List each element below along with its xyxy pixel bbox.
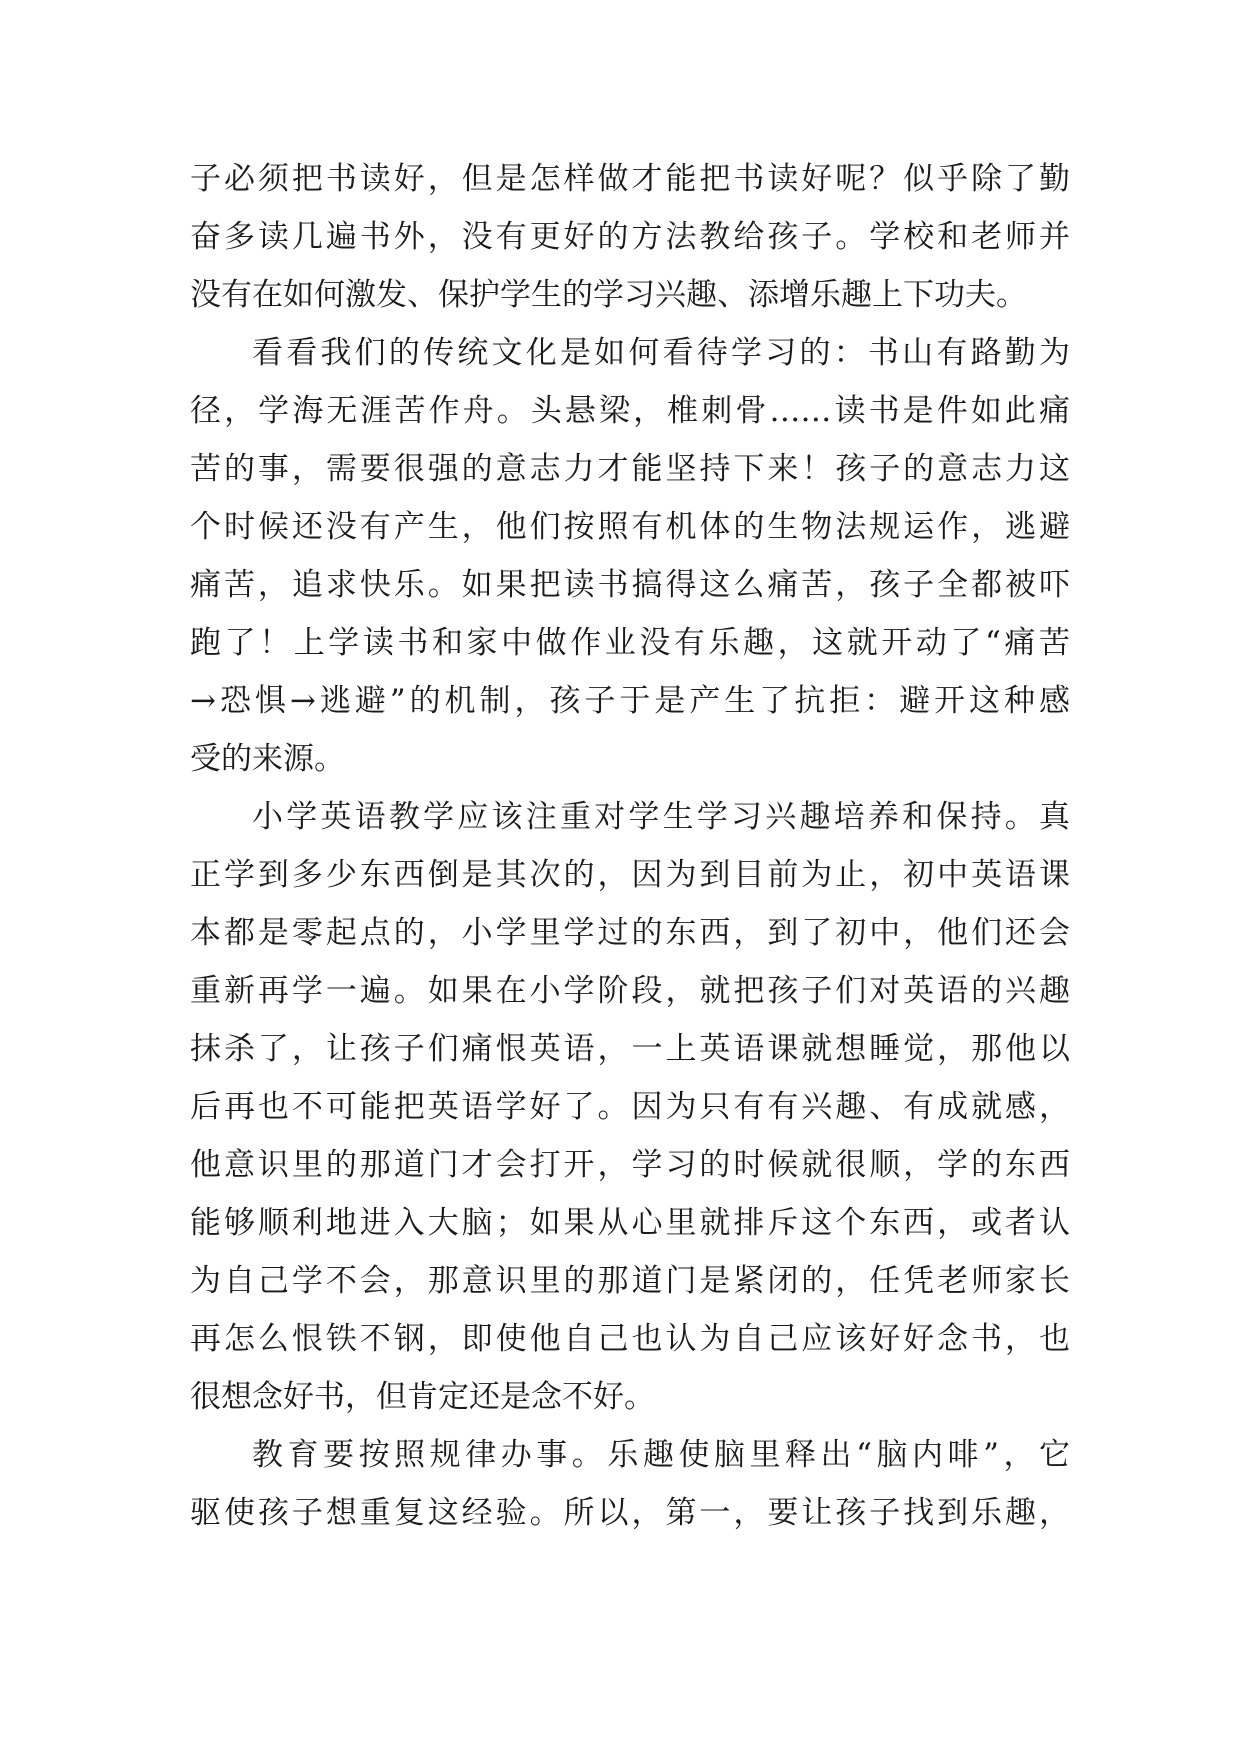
text-line: 个时候还没有产生，他们按照有机体的生物法规运作，逃避 bbox=[190, 509, 1070, 545]
text-line: 没有在如何激发、保护学生的学习兴趣、添增乐趣上下功夫。 bbox=[190, 277, 1027, 313]
text-line: 教育要按照规律办事。乐趣使脑里释出“脑内啡”，它 bbox=[252, 1437, 1070, 1473]
text-line: 奋多读几遍书外，没有更好的方法教给孩子。学校和老师并 bbox=[190, 219, 1070, 255]
text-line: 重新再学一遍。如果在小学阶段，就把孩子们对英语的兴趣 bbox=[190, 973, 1070, 1009]
text-line: 正学到多少东西倒是其次的，因为到目前为止，初中英语课 bbox=[190, 857, 1070, 893]
text-line: 他意识里的那道门才会打开，学习的时候就很顺，学的东西 bbox=[190, 1147, 1070, 1183]
text-line: 本都是零起点的，小学里学过的东西，到了初中，他们还会 bbox=[190, 915, 1070, 951]
text-line: →恐惧→逃避”的机制，孩子于是产生了抗拒：避开这种感 bbox=[190, 683, 1070, 719]
paragraph-4 bbox=[190, 1426, 1070, 1542]
text-line: 痛苦，追求快乐。如果把读书搞得这么痛苦，孩子全都被吓 bbox=[190, 567, 1070, 603]
text-line: 受的来源。 bbox=[190, 741, 345, 777]
text-line: 看看我们的传统文化是如何看待学习的：书山有路勤为 bbox=[252, 335, 1070, 371]
paragraph-1 bbox=[190, 150, 1070, 324]
text-line: 能够顺利地进入大脑；如果从心里就排斥这个东西，或者认 bbox=[190, 1205, 1070, 1241]
text-line: 苦的事，需要很强的意志力才能坚持下来！孩子的意志力这 bbox=[190, 451, 1070, 487]
text-line: 小学英语教学应该注重对学生学习兴趣培养和保持。真 bbox=[252, 799, 1070, 835]
text-line: 抹杀了，让孩子们痛恨英语，一上英语课就想睡觉，那他以 bbox=[190, 1031, 1070, 1067]
text-line: 很想念好书，但肯定还是念不好。 bbox=[190, 1379, 655, 1415]
text-line: 再怎么恨铁不钢，即使他自己也认为自己应该好好念书，也 bbox=[190, 1321, 1070, 1357]
text-line: 为自己学不会，那意识里的那道门是紧闭的，任凭老师家长 bbox=[190, 1263, 1070, 1299]
text-line: 径，学海无涯苦作舟。头悬梁，椎刺骨……读书是件如此痛 bbox=[190, 393, 1070, 429]
text-line: 跑了！上学读书和家中做作业没有乐趣，这就开动了“痛苦 bbox=[190, 625, 1070, 661]
paragraph-3 bbox=[190, 788, 1070, 1426]
text-line: 驱使孩子想重复这经验。所以，第一，要让孩子找到乐趣， bbox=[190, 1495, 1070, 1531]
text-line: 后再也不可能把英语学好了。因为只有有兴趣、有成就感， bbox=[190, 1089, 1070, 1125]
paragraph-2 bbox=[190, 324, 1070, 788]
body-text bbox=[190, 150, 1070, 1542]
text-line: 子必须把书读好，但是怎样做才能把书读好呢？似乎除了勤 bbox=[190, 161, 1070, 197]
